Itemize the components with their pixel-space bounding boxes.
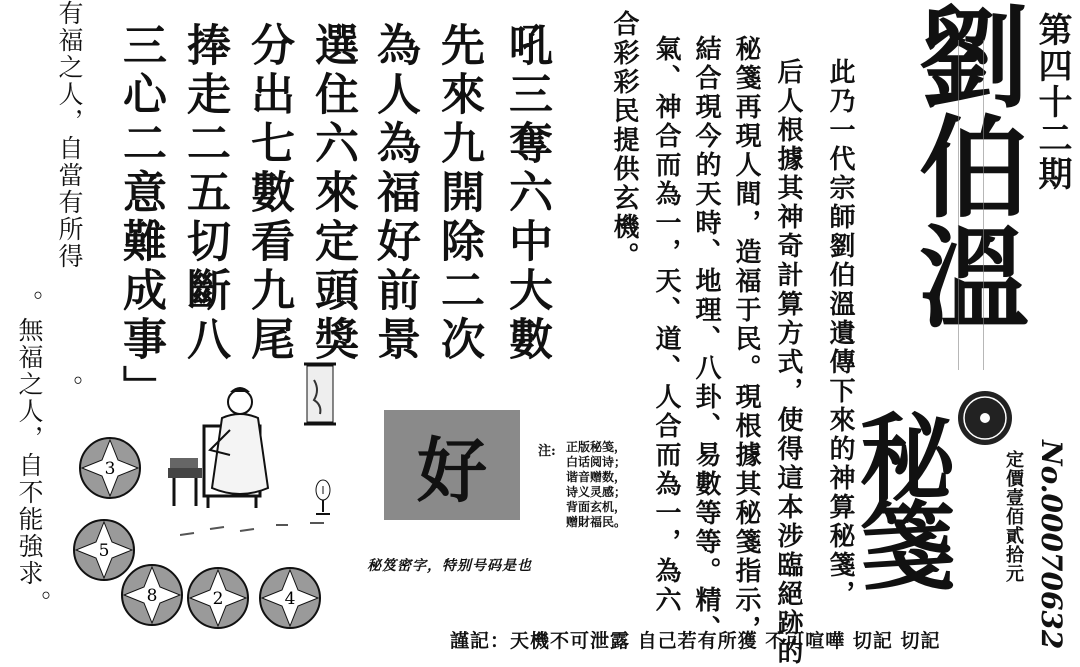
price-label: 定價壹佰貳拾元 [1003,450,1024,583]
footer-warning: 謹記：天機不可泄露 自己若有所獲 不可喧嘩 切記 切記 [450,630,941,652]
narration-col-6: 合彩彩民提供玄機。 [609,10,639,271]
note-lines [566,440,626,530]
note-line: 正版秘笺， [566,440,627,454]
note-line: 诗义灵感； [566,485,627,499]
ball-number: 8 [146,586,158,606]
side-col-4: 。 [23,590,52,617]
page-subtitle: 秘箋 [844,408,957,584]
ball-number: 2 [212,589,224,609]
caption: 秘笈密字，特别号码是也 [367,558,532,574]
note-line: 赠財福民。 [566,515,627,529]
number-ball-2 [186,566,250,630]
scholar-illustration [160,380,310,510]
page-title: 劉伯溫 [901,0,1030,330]
note-label: 注: [538,444,556,459]
side-col-1: 有福之人，自當有所得 [55,0,84,270]
number-ball-3 [78,436,142,500]
poem-col-1: 吼三奪六中大數 [501,22,552,365]
number-ball-4 [258,566,322,630]
poem-col-2: 先來九開除二次 [433,22,484,365]
candle-icon [310,478,336,518]
ball-number: 4 [284,589,296,609]
poem-col-6: 捧走二五切斷八 [179,22,230,365]
narration-col-5: 氣、神合而為一，天、道、人合而為一，為六 [651,35,681,615]
note-line: 谐音赠数， [566,470,627,484]
poem-col-7: 三心二意難成事」 [115,22,166,414]
number-ball-8 [120,563,184,627]
note-line: 白话阅诗； [566,455,627,469]
poem-col-3: 為人為福好前景 [369,22,420,365]
narration-col-1: 此乃一代宗師劉伯溫遺傳下來的神算秘箋， [825,58,855,609]
poem-col-4: 選住六來定頭獎 [307,22,358,365]
side-col-2: 。無福之人，自不能強求 [15,290,44,587]
good-character-box: 好 [384,410,520,520]
stamp-strip [958,40,984,370]
poem-col-5: 分出七數看九尾 [243,22,294,365]
ball-number: 5 [98,541,110,561]
note-line: 背面玄机， [566,500,627,514]
ball-number: 3 [104,459,116,479]
narration-col-3: 秘箋再現人間，造福于民。現根據其秘箋指示， [731,35,761,644]
serial-number: No.00070632 [1035,440,1068,650]
side-col-3: 。 [55,375,84,402]
issue-number: 第四十二期 [1032,12,1072,192]
seal-icon [955,388,1015,448]
floor-dashes [180,515,360,545]
narration-col-4: 結合現今的天時、地理、八卦、易數等等。精、 [691,35,721,644]
narration-col-2: 后人根據其神奇計算方式，使得這本涉臨絕跡的 [773,58,803,667]
